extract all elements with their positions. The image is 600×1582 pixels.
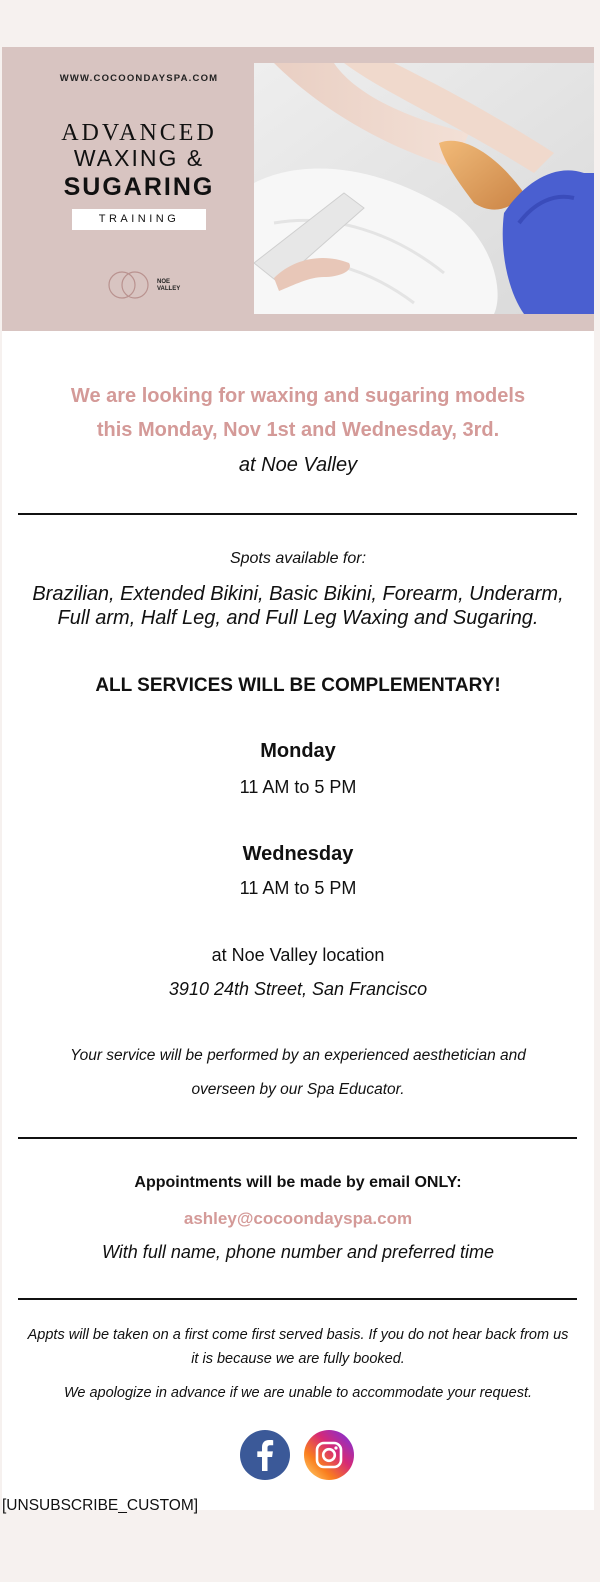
banner-title-line3: SUGARING [63,173,215,201]
email-container [2,47,594,1510]
banner-url: WWW.COCOONDAYSPA.COM [59,73,219,84]
spots-line1: Brazilian, Extended Bikini, Basic Bikini, Forearm, Underarm, [32,583,564,605]
schedule-day-monday: Monday [260,740,336,762]
footer-note-line2: it is because we are fully booked. [191,1351,405,1367]
waxing-photo [254,63,594,314]
location-address: 3910 24th Street, San Francisco [168,979,428,999]
banner-title-line1: ADVANCED [61,120,217,146]
appointments-detail: With full name, phone number and preferred time [101,1242,495,1262]
footer-note-line1: Appts will be taken on a first come first served basis. If you do not hear back from us [27,1327,569,1343]
divider [18,1298,577,1300]
appointments-email-link[interactable]: ashley@cocoondayspa.com [183,1209,413,1228]
schedule-hours-wednesday: 11 AM to 5 PM [239,878,357,898]
service-note-line1: Your service will be performed by an experienced aesthetician and [70,1047,526,1064]
facebook-icon[interactable] [240,1430,290,1480]
logo-text-line1: NOE [157,279,171,285]
intro-line3: at Noe Valley [238,454,358,476]
divider [18,513,577,515]
banner-tag: TRAINING [72,209,206,230]
spots-line2: Full arm, Half Leg, and Full Leg Waxing and Sugaring. [57,607,539,629]
banner-title-line2: WAXING & [73,145,205,171]
schedule-day-wednesday: Wednesday [242,843,354,865]
complementary-notice: ALL SERVICES WILL BE COMPLEMENTARY! [95,675,501,696]
unsubscribe-link[interactable]: [UNSUBSCRIBE_CUSTOM] [2,1497,199,1514]
logo-text-line2: VALLEY [157,286,181,292]
instagram-icon[interactable] [304,1430,354,1480]
intro-line2: this Monday, Nov 1st and Wednesday, 3rd. [96,419,500,441]
service-note-line2: overseen by our Spa Educator. [191,1081,405,1098]
intro-line1: We are looking for waxing and sugaring models [70,385,526,407]
hero-banner[interactable] [2,47,594,331]
appointments-heading: Appointments will be made by email ONLY: [134,1174,462,1191]
divider [18,1137,577,1139]
schedule-hours-monday: 11 AM to 5 PM [239,777,357,797]
logo-text [157,279,180,293]
footer-note-line3: We apologize in advance if we are unable to accommodate your request. [63,1385,533,1401]
spots-heading: Spots available for: [229,550,367,567]
location-line1: at Noe Valley location [211,945,385,965]
